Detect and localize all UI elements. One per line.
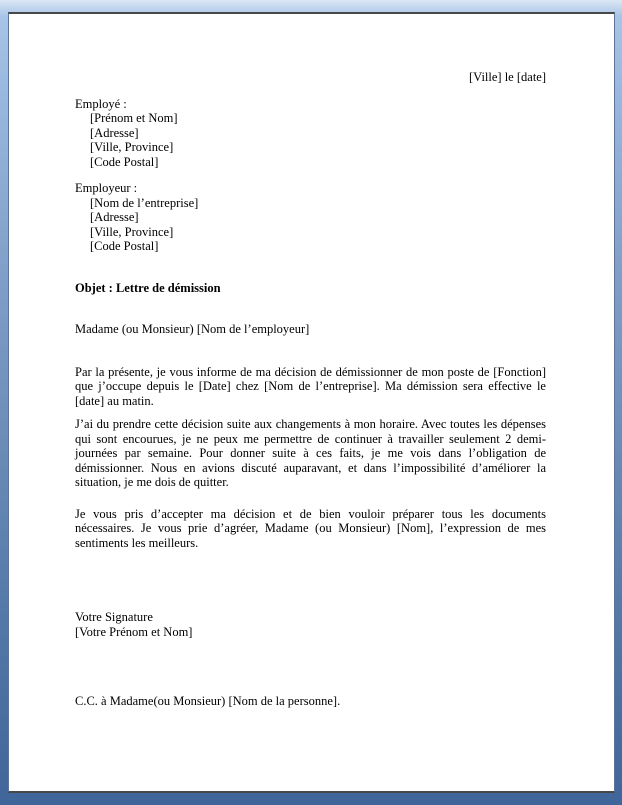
employee-label: Employé :	[75, 96, 127, 111]
employer-city-line: [Ville, Province]	[90, 224, 174, 239]
employer-company-line: [Nom de l’entreprise]	[90, 195, 199, 210]
employer-street-line: [Adresse]	[90, 210, 139, 224]
document-page	[8, 12, 615, 793]
employer-address-block	[75, 181, 546, 254]
employer-postal-line: [Code Postal]	[90, 239, 159, 253]
body-paragraph-2: J’ai du prendre cette décision suite aux changements à mon horaire. Avec toutes les dépenses qui sont encourues, je ne peux me permettre de continuer à travailler seulement 2 demi-journées par semaine. Pour donner suite à ces faits, je me vois dans l’obligation de démissionner. Nous en avions discuté auparavant, et dans l’impossibilité d’améliorer la situation, je me dois de quitter.	[75, 417, 546, 489]
subject-line: Objet : Lettre de démission	[75, 280, 221, 295]
signature-block	[75, 610, 546, 639]
signature-line: Votre Signature	[75, 610, 153, 624]
employee-city-line: [Ville, Province]	[90, 140, 174, 154]
body-paragraph-3: Je vous pris d’accepter ma décision et de bien vouloir préparer tous les documents nécessaires. Je vous prie d’agréer, Madame (ou Monsieur) [Nom], l’expression de mes sentiments les meilleurs.	[75, 506, 546, 550]
employee-postal-line: [Code Postal]	[90, 154, 159, 169]
city-date-line: [Ville] le [date]	[469, 70, 546, 84]
employer-label: Employeur :	[75, 181, 138, 195]
salutation-line: Madame (ou Monsieur) [Nom de l’employeur]	[75, 322, 310, 336]
employee-address-block	[75, 97, 546, 170]
cc-line: C.C. à Madame(ou Monsieur) [Nom de la personne].	[75, 694, 341, 708]
body-paragraph-1: Par la présente, je vous informe de ma décision de démissionner de mon poste de [Fonction] que j’occupe depuis le [Date] chez [Nom de l’entreprise]. Ma démission sera effective le [date] au matin.	[75, 364, 546, 408]
employee-street-line: [Adresse]	[90, 125, 139, 140]
employee-name-line: [Prénom et Nom]	[90, 111, 178, 125]
letter-content	[9, 14, 614, 791]
signature-name-line: [Votre Prénom et Nom]	[75, 624, 193, 639]
